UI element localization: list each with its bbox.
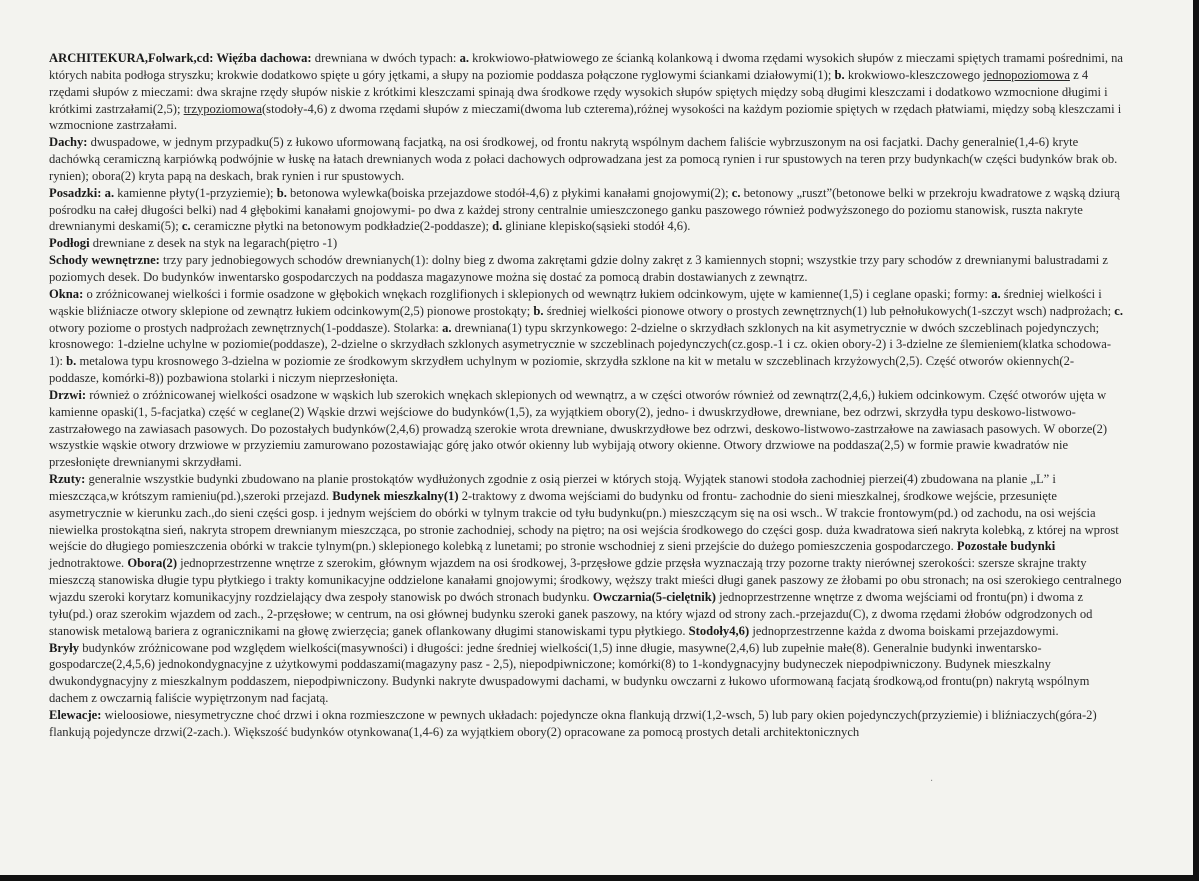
bold-heading: a. [459, 51, 470, 65]
document-body [49, 50, 1124, 741]
bold-heading: Posadzki: [49, 185, 102, 200]
text-run: metalowa typu krosnowego 3-dzielna w poziomie ze środkowym skrzydłem uchylnym w poziomie, skrzydła szklone na kit w metalu w szczeblinach krzyżowych(2,5). Część otworów okiennych(2-poddasze, komórki-8)) pozbawiona stolarki i niczym nieprzesłonięta. [49, 354, 1075, 386]
text-run: z 4 rzędami słupów z mieczami: dwa skrajne rzędy słupów niskie z krótkimi kleszczami spinają dwa środkowe rzędy wysokich słupów spiętych między sobą długimi kleszczami i dodatkowo wzmocnione długimi i krótkimi zastrzałami(2,5); [49, 67, 1108, 116]
bold-heading: Schody wewnętrzne: [49, 253, 160, 268]
text-run: betonowa wylewka(boiska przejazdowe stodół-4,6) z płykimi kanałami gnojowymi(2); [286, 185, 732, 200]
text-run: krokwiowo-płatwiowego ze ścianką kolankową i dwoma rzędami wysokich słupów z mieczami spiętych tramami pośrednimi, na których nabita podłoga stryszku; krokwie dodatkowo spięte u góry jętkami, a słupy na poziomie poddasza połączone ryglowymi ściankami działowymi(1); [49, 51, 1124, 82]
scan-border-bottom [0, 875, 1199, 881]
bold-heading: Elewacje: [49, 707, 102, 722]
bold-heading: Bryły [49, 640, 80, 655]
underlined-term: jednopoziomowa [983, 67, 1070, 82]
bold-heading: c. [1114, 303, 1124, 318]
text-run: otwory poziome o prostych nadprożach zewnętrznych(1-poddasze). Stolarka: [49, 320, 443, 335]
bold-heading: b. [276, 185, 287, 200]
bold-heading: c. [731, 185, 741, 200]
bold-heading: Owczarnia(5-cielętnik) [592, 590, 716, 604]
bold-heading: Dachy: [49, 135, 88, 150]
text-run: 2-traktowy z dwoma wejściami do budynku od frontu- zachodnie do sieni mieszkalnej, środkowe wejście, przesunięte asymetrycznie w kierunku zach.,do sieni części gosp. i jednym wejściem do obórki w tylnym trakcie od tyłu budynku(pn.) mieszczącym się na osi wsch.. W trakcie frontowym(pd.) od zachodu, na osi wejścia niewielka prostokątna sień, nakryta stropem drewnianym mieszcząca, po stronie zachodniej, schody na piętro; na osi wejścia środkowego do części gosp. duża kwadratowa sień nakryta kolebką, z której na wprost wejście do długiego pomieszczenia obórki w trakcie tylnym(pn.) sklepionego kolebką z lunetami; po stronie wschodniej z sieni przejście do dużego pomieszczenia gospodarczego. [49, 488, 1119, 554]
paragraph [49, 50, 1124, 134]
paragraph [49, 387, 1124, 471]
bold-heading: Stodoły4,6) [688, 623, 750, 638]
text-run: ceramiczne płytki na betonowym podkładzie(2-poddasze); [190, 219, 493, 234]
underlined-term: trzypoziomowa [183, 101, 262, 116]
text-run: jednoprzestrzenne każda z dwoma boiskami przejazdowymi. [749, 623, 1059, 638]
bold-heading: Rzuty: [49, 472, 86, 487]
bold-heading: ARCHITEKURA,Folwark,cd: Więźba dachowa: [49, 51, 312, 65]
paragraph [49, 471, 1124, 639]
text-run: betonowy „ruszt”(betonowe belki w przekroju kwadratowe z wąską dziurą pośrodku na całej długości belki) nad 4 głębokimi kanałami gnojowymi- po dwa z każdej strony centralnie umieszczonego ganku paszowego również podwyższonego do poziomu stanowisk, ruszta nakryte drewnianymi deskami(5); [49, 185, 1120, 234]
paragraph [49, 252, 1124, 286]
text-run: budynków zróżnicowane pod względem wielkości(masywności) i długości: jedne średniej wielkości(1,5) inne długie, masywne(2,4,6) lub zupełnie małe(8). Generalnie budynki inwentarsko-gospodarcze(2,4,5,6) jednokondygnacyjne z użytkowymi poddaszami(magazyny pasz - 2,5), niepodpiwniczone; komórki(8) to 1-kondygnacyjny budyneczek niepodpiwniczony. Budynek mieszkalny dwukondygnacyjny z mieszkalnym poddaszem, niepodpiwniczony. Budynki nakryte dwuspadowymi dachami, w budynku owczarni z łukowo uformowaną facjatą środkową,od frontu(pn) nakrytą wspólnym dachem z owczarnią faliście wypiętrzonym nad facjatą. [49, 640, 1090, 706]
bold-heading: Drzwi: [49, 387, 87, 402]
text-run: o zróżnicowanej wielkości i formie osadzone w głębokich wnękach rozglifionych i sklepionych od wewnątrz łukiem odcinkowym, ujęte w kamienne(1,5) i ceglane opaski; formy: [83, 286, 992, 301]
text-run: krokwiowo-kleszczowego [844, 67, 984, 82]
bold-heading: a. [991, 286, 1001, 301]
text-run: jednoprzestrzenne wnętrze z dwoma wejściami od frontu(pn) i dwoma z tyłu(pd.) oraz szerokim wjazdem od zach., 2-przęsłowe; w centrum, na osi głównej budynku szeroki ganek paszowy, na który wjazd od strony zach.-przejazdu(C), z dwoma rzędami żłobów odgrodzonych od stanowisk metalową bariera z ogranicznikami na głowę zwierzęcia; ganek oflankowany długimi stanowiskami typu płytkiego. [49, 590, 1093, 638]
text-run: trzy pary jednobiegowych schodów drewnianych(1): dolny bieg z dwoma zakrętami gdzie dolny zakręt z 3 kamiennych stopni; wszystkie trzy pary schodów z drewnianymi balustradami z poziomych desek. Do budynków inwentarsko gospodarczych na poddasza magazynowe można się dostać za pomocą drabin dostawianych z zewnątrz. [49, 253, 1108, 284]
bold-heading: d. [492, 219, 503, 234]
text-run: jednotraktowe. [49, 556, 128, 571]
paragraph [49, 707, 1124, 741]
text-run: również o zróżnicowanej wielkości osadzone w wąskich lub szerokich wnękach sklepionych od wewnątrz, a w części otworów również od zewnątrz(2,4,6,) łukiem odcinkowym. Część otworów ujęta w kamienne opaski(1, 5-facjatka) część w ceglane(2) Wąskie drzwi wejściowe do budynków(1,5), za wyjątkiem obory(2), jedno- i dwuskrzydłowe, drewniane, bez odrzwi, skrzydła typu deskowo-listwowo-zastrzałowego na zawiasach pasowych. Do pozostałych budynków(2,4,6) prowadzą szerokie wrota drewniane, dwuskrzydłowe bez odrzwi, deskowo-listwowo-zastrzałowe na zawiasach pasowych. W oborze(2) wszystkie wąskie otwory drzwiowe w przyziemiu zamurowano pozostawiając górę jako otwór okienny lub wybijają otwory okienne. Otwory drzwiowe na poddasza(2,5) w formie prawie kwadratów nie przesłonięte drewnianymi skrzydłami. [49, 387, 1108, 470]
paragraph [49, 286, 1124, 387]
text-run: wieloosiowe, niesymetryczne choć drzwi i okna rozmieszczone w pewnych układach: pojedyncze okna flankują drzwi(1,2-wsch, 5) lub pary okien pojedynczych(przyziemie) i bliźniaczych(góra-2) flankują pojedyncze drzwi(2-zach.). Większość budynków otynkowana(1,4-6) za wyjątkiem obory(2) opracowane za pomocą prostych detali architektonicznych [49, 707, 1097, 739]
text-run: (stodoły-4,6) z dwoma rzędami słupów z mieczami(dwoma lub czterema),różnej wysokości na każdym poziomie spiętych w rzędach płatwiami, między sobą kleszczami i wzmocnione zastrzałami. [49, 101, 1122, 133]
paragraph [49, 185, 1124, 236]
bold-heading: Podłogi [49, 236, 90, 251]
text-run: generalnie wszystkie budynki zbudowano na planie prostokątów wydłużonych zgodnie z osią pierzei w których stoją. Wyjątek stanowi stodoła zachodniej pierzei(4) zbudowana na planie „L” i mieszcząca,w krótszym ramieniu(pd.),szeroki przejazd. [49, 472, 1056, 503]
text-run: drewniane z desek na styk na legarach(piętro -1) [89, 236, 338, 251]
bold-heading: b. [533, 303, 544, 318]
bold-heading: Pozostałe budynki [956, 539, 1056, 554]
bold-heading: b. [66, 354, 77, 369]
text-run: jednoprzestrzenne wnętrze z szerokim, głównym wjazdem na osi środkowej, 3-przęsłowe gdzie przęsła wyznaczają trzy pozorne trakty nierównej szerokości: szersze skrajne trakty mieszczą stanowiska długie typu płytkiego i trakty komunikacyjne oddzielone kanałami gnojowymi; środkowy, węższy trakt mieści długi ganek paszowy ze żłobami po obu stronach; na osi szerokiego centralnego wjazdu szeroki korytarz komunikacyjny rozdzielający dwa zespoły stanowisk po dwóch stronach budynku. [49, 556, 1122, 604]
bold-heading: b. [834, 67, 845, 82]
bold-heading: a. [442, 320, 452, 335]
bold-heading: Okna: [49, 286, 84, 301]
scan-speck: · [930, 776, 934, 787]
text-run: kamienne płyty(1-przyziemie); [114, 185, 277, 200]
text-run: średniej wielkości i wąskie bliźniacze otwory sklepione od zewnątrz łukiem odcinkowym(2,5) pionowe prostokąty; [49, 286, 1102, 318]
bold-heading: Budynek mieszkalny(1) [332, 488, 459, 503]
text-run: średniej wielkości pionowe otwory o prostych zewnętrznych(1) lub pełnołukowych(1-szczyt wsch) nadprożach; [543, 303, 1115, 318]
paragraph [49, 235, 1124, 252]
bold-heading: Obora(2) [127, 556, 178, 571]
text-run: dwuspadowe, w jednym przypadku(5) z łukowo uformowaną facjatką, na osi środkowej, od frontu nakrytą wspólnym dachem faliście wybrzuszonym na osi facjatki. Dachy generalnie(1,4-6) kryte dachówką ceramiczną karpiówką podwójnie w łuskę na łatach drewnianych woda z połaci dachowych odprowadzana jest za pomocą rynien i rur spustowych na teren przy budynkach(w części budynków brak ob. rynien); obora(2) kryta papą na deskach, brak rynien i rur spustowych. [49, 135, 1118, 183]
scan-border-right [1193, 0, 1199, 881]
paragraph [49, 134, 1124, 185]
text-run: drewniana(1) typu skrzynkowego: 2-dzielne o skrzydłach szklonych na kit asymetrycznie w dwóch szczeblinach pojedynczych; krosnowego: 1-dzielne uchylne w poziomie(poddasze), 2-dzielne o skrzydłach szklonych asymetrycznie w szczeblinach pojedynczych(cz.gosp.-1 i cz. okien obory-2) i 3-dzielne ze ślemieniem(klatka schodowa-1): [49, 320, 1112, 369]
text-run: drewniana w dwóch typach: [311, 51, 460, 65]
paragraph [49, 640, 1124, 707]
bold-heading: a. [104, 185, 115, 200]
text-run: gliniane klepisko(sąsieki stodół 4,6). [502, 219, 691, 234]
bold-heading: c. [181, 219, 191, 234]
